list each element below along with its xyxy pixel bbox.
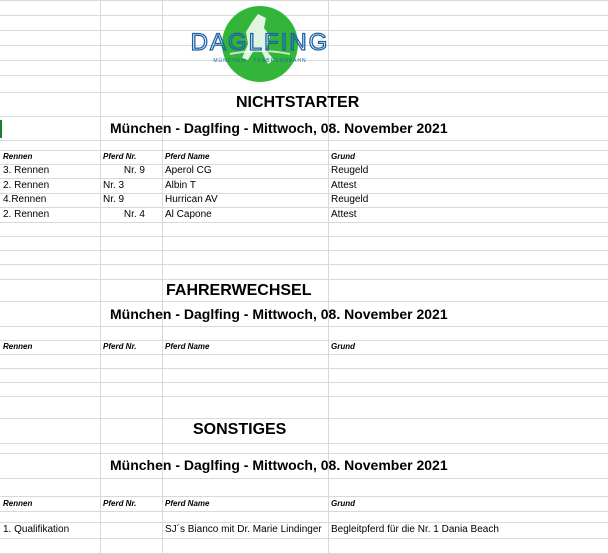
gridline bbox=[0, 382, 608, 383]
cell-pferd-nr[interactable]: Nr. 3 bbox=[103, 180, 125, 191]
daglfing-logo bbox=[190, 4, 330, 84]
cell-rennen[interactable]: 3. Rennen bbox=[3, 165, 50, 176]
cell-grund[interactable]: Reugeld bbox=[331, 194, 369, 205]
sonstiges-title: SONSTIGES bbox=[193, 421, 287, 438]
cell-grund[interactable]: Attest bbox=[331, 209, 357, 220]
header-grund: Grund bbox=[331, 499, 355, 508]
header-pferd-nr: Pferd Nr. bbox=[103, 152, 137, 161]
header-pferd-name: Pferd Name bbox=[165, 342, 210, 351]
gridline bbox=[0, 250, 608, 251]
cell-pferd-nr[interactable]: Nr. 4 bbox=[123, 209, 145, 220]
gridline bbox=[0, 453, 608, 454]
fahrerwechsel-title: FAHRERWECHSEL bbox=[166, 282, 312, 299]
header-grund: Grund bbox=[331, 152, 355, 161]
cell-pferd-name[interactable]: Albin T bbox=[165, 180, 196, 191]
gridline bbox=[0, 354, 608, 355]
fahrerwechsel-subtitle: München - Daglfing - Mittwoch, 08. November 2021 bbox=[110, 306, 448, 322]
gridline bbox=[0, 496, 608, 497]
gridline bbox=[0, 538, 608, 539]
gridline bbox=[0, 150, 608, 151]
header-pferd-nr: Pferd Nr. bbox=[103, 499, 137, 508]
header-pferd-name: Pferd Name bbox=[165, 152, 210, 161]
cell-pferd-name[interactable]: Al Capone bbox=[165, 209, 212, 220]
gridline bbox=[0, 478, 608, 479]
header-grund: Grund bbox=[331, 342, 355, 351]
cell-pferd-name[interactable]: Aperol CG bbox=[165, 165, 212, 176]
cell-rennen[interactable]: 4.Rennen bbox=[3, 194, 47, 205]
gridline bbox=[0, 207, 608, 208]
cell-pferd-nr[interactable]: Nr. 9 bbox=[123, 165, 145, 176]
gridline bbox=[0, 0, 608, 1]
cell-pferd-name[interactable]: SJ´s Bianco mit Dr. Marie Lindinger bbox=[165, 524, 322, 535]
gridline bbox=[0, 301, 608, 302]
gridline bbox=[0, 443, 608, 444]
gridline bbox=[0, 140, 608, 141]
nichtstarter-title: NICHTSTARTER bbox=[236, 94, 360, 111]
nichtstarter-subtitle: München - Daglfing - Mittwoch, 08. November 2021 bbox=[110, 120, 448, 136]
header-pferd-name: Pferd Name bbox=[165, 499, 210, 508]
gridline bbox=[0, 396, 608, 397]
cell-pferd-nr[interactable]: Nr. 9 bbox=[103, 194, 125, 205]
gridline bbox=[0, 164, 608, 165]
header-pferd-nr: Pferd Nr. bbox=[103, 342, 137, 351]
cell-rennen[interactable]: 2. Rennen bbox=[3, 209, 50, 220]
cell-grund[interactable]: Begleitpferd für die Nr. 1 Dania Beach bbox=[331, 524, 499, 535]
gridline bbox=[0, 340, 608, 341]
sonstiges-subtitle: München - Daglfing - Mittwoch, 08. November 2021 bbox=[110, 457, 448, 473]
header-rennen: Rennen bbox=[3, 499, 33, 508]
active-cell-indicator bbox=[0, 120, 2, 138]
cell-pferd-name[interactable]: Hurrican AV bbox=[165, 194, 218, 205]
svg-text:DAGLFING: DAGLFING bbox=[190, 29, 330, 56]
gridline bbox=[0, 418, 608, 419]
gridline bbox=[0, 264, 608, 265]
gridline bbox=[0, 193, 608, 194]
gridline bbox=[0, 368, 608, 369]
cell-rennen[interactable]: 1. Qualifikation bbox=[3, 524, 70, 535]
header-rennen: Rennen bbox=[3, 342, 33, 351]
cell-grund[interactable]: Attest bbox=[331, 180, 357, 191]
gridline bbox=[0, 279, 608, 280]
svg-text:MÜNCHEN · TRABRENNBAHN: MÜNCHEN · TRABRENNBAHN bbox=[213, 58, 307, 64]
gridline bbox=[0, 511, 608, 512]
gridline bbox=[0, 522, 608, 523]
header-rennen: Rennen bbox=[3, 152, 33, 161]
cell-grund[interactable]: Reugeld bbox=[331, 165, 369, 176]
gridline bbox=[0, 116, 608, 117]
gridline bbox=[0, 178, 608, 179]
gridline bbox=[0, 236, 608, 237]
cell-rennen[interactable]: 2. Rennen bbox=[3, 180, 50, 191]
gridline bbox=[0, 92, 608, 93]
gridline bbox=[0, 222, 608, 223]
gridline bbox=[0, 326, 608, 327]
